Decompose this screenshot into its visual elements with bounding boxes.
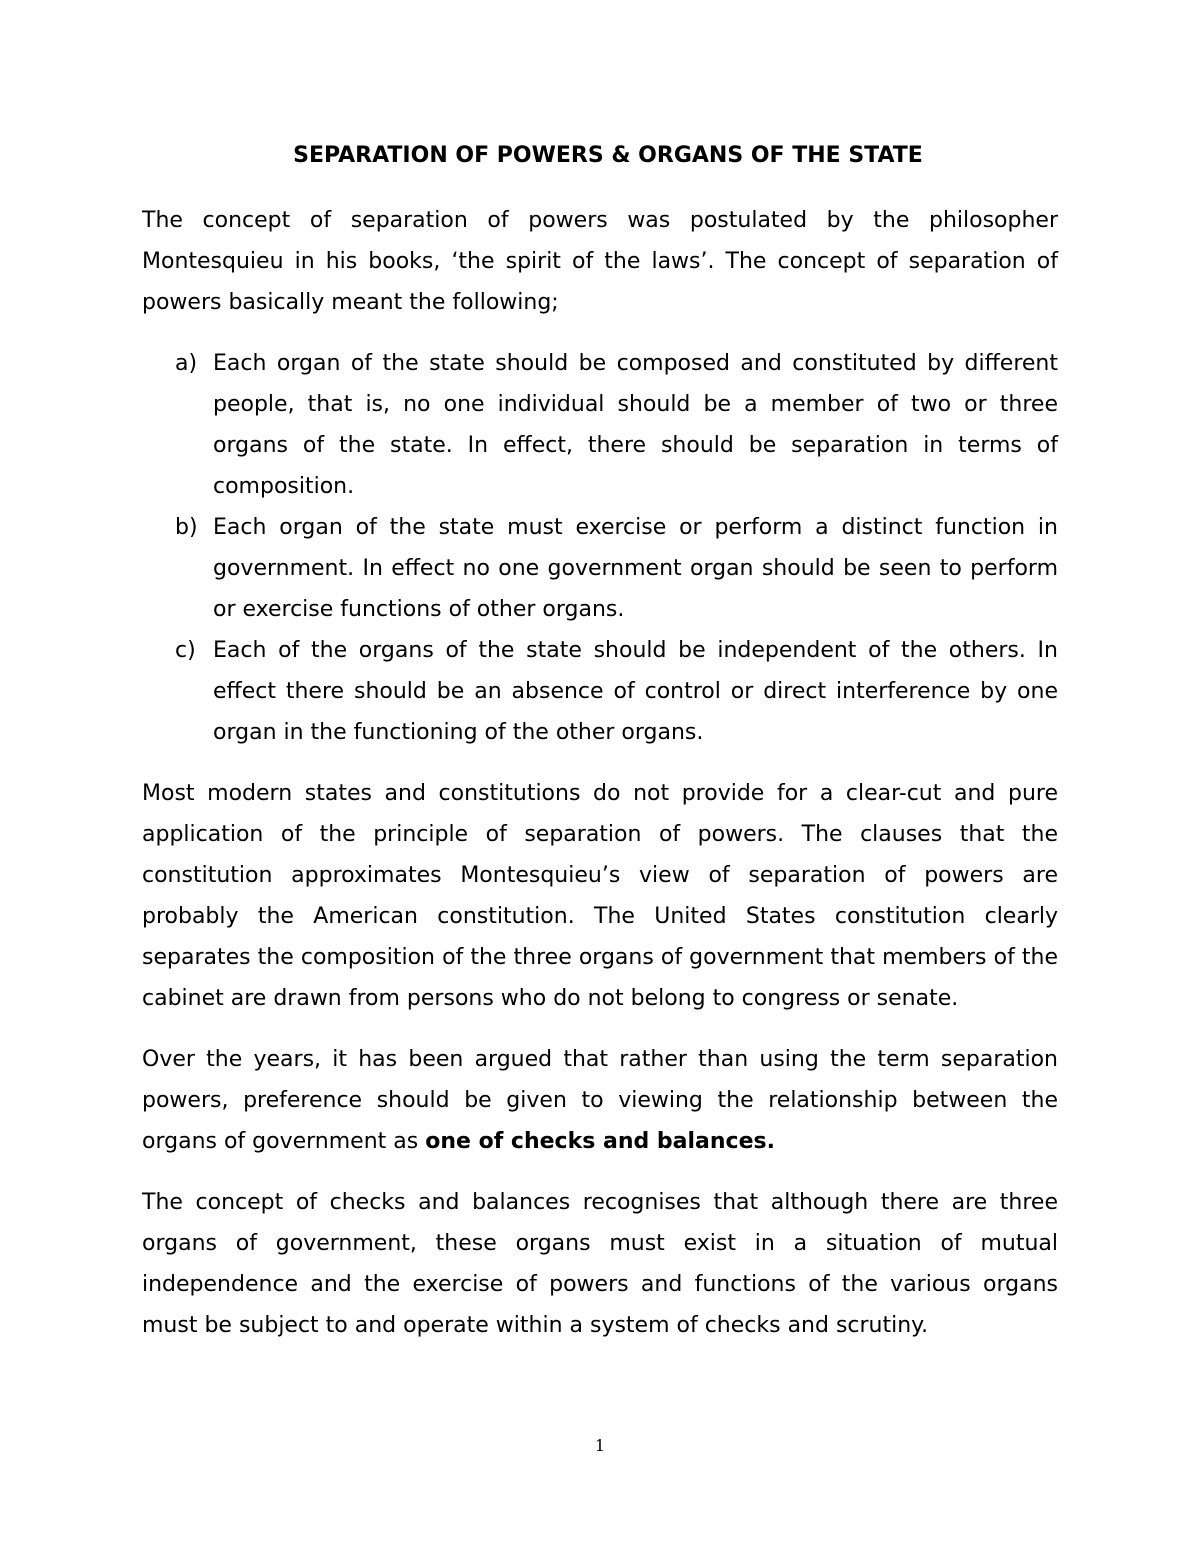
principles-list — [142, 343, 1058, 753]
intro-paragraph: The concept of separation of powers was postulated by the philosopher Montesquieu in his books, ‘the spirit of the laws’. The concept of separation of powers basically meant the following; — [142, 208, 1058, 315]
list-item — [142, 343, 1058, 507]
page-number: 1 — [594, 1436, 606, 1455]
bold-emphasis: one of checks and balances. — [425, 1129, 775, 1154]
paragraph-text: Over the years, it has been argued that rather than using the term separation powers, preference should be given to viewing the relationship between the organs of government as — [142, 1047, 1058, 1154]
list-marker: a) — [175, 351, 198, 376]
list-item-text: Each organ of the state must exercise or perform a distinct function in government. In effect no one government organ should be seen to perform or exercise functions of other organs. — [213, 515, 1058, 622]
document-title: SEPARATION OF POWERS & ORGANS OF THE STATE — [293, 143, 923, 168]
checks-and-balances-paragraph — [142, 1039, 1058, 1162]
list-item — [142, 507, 1058, 630]
list-item-text: Each organ of the state should be composed and constituted by different people, that is, no one individual should be a member of two or three organs of the state. In effect, there should be separation in terms of composition. — [213, 351, 1058, 499]
list-item — [142, 630, 1058, 753]
list-marker: b) — [175, 515, 198, 540]
modern-states-paragraph: Most modern states and constitutions do not provide for a clear-cut and pure application of the principle of separation of powers. The clauses that the constitution approximates Montesquieu’s view of separation of powers are probably the American constitution. The United States constitution clearly separates the composition of the three organs of government that members of the cabinet are drawn from persons who do not belong to congress or senate. — [142, 781, 1058, 1011]
list-marker: c) — [175, 638, 196, 663]
document-body — [142, 140, 1058, 1366]
concept-paragraph: The concept of checks and balances recognises that although there are three organs of government, these organs must exist in a situation of mutual independence and the exercise of powers and functions of the various organs must be subject to and operate within a system of checks and scrutiny. — [142, 1190, 1058, 1338]
list-item-text: Each of the organs of the state should be independent of the others. In effect there should be an absence of control or direct interference by one organ in the functioning of the other organs. — [213, 638, 1058, 745]
